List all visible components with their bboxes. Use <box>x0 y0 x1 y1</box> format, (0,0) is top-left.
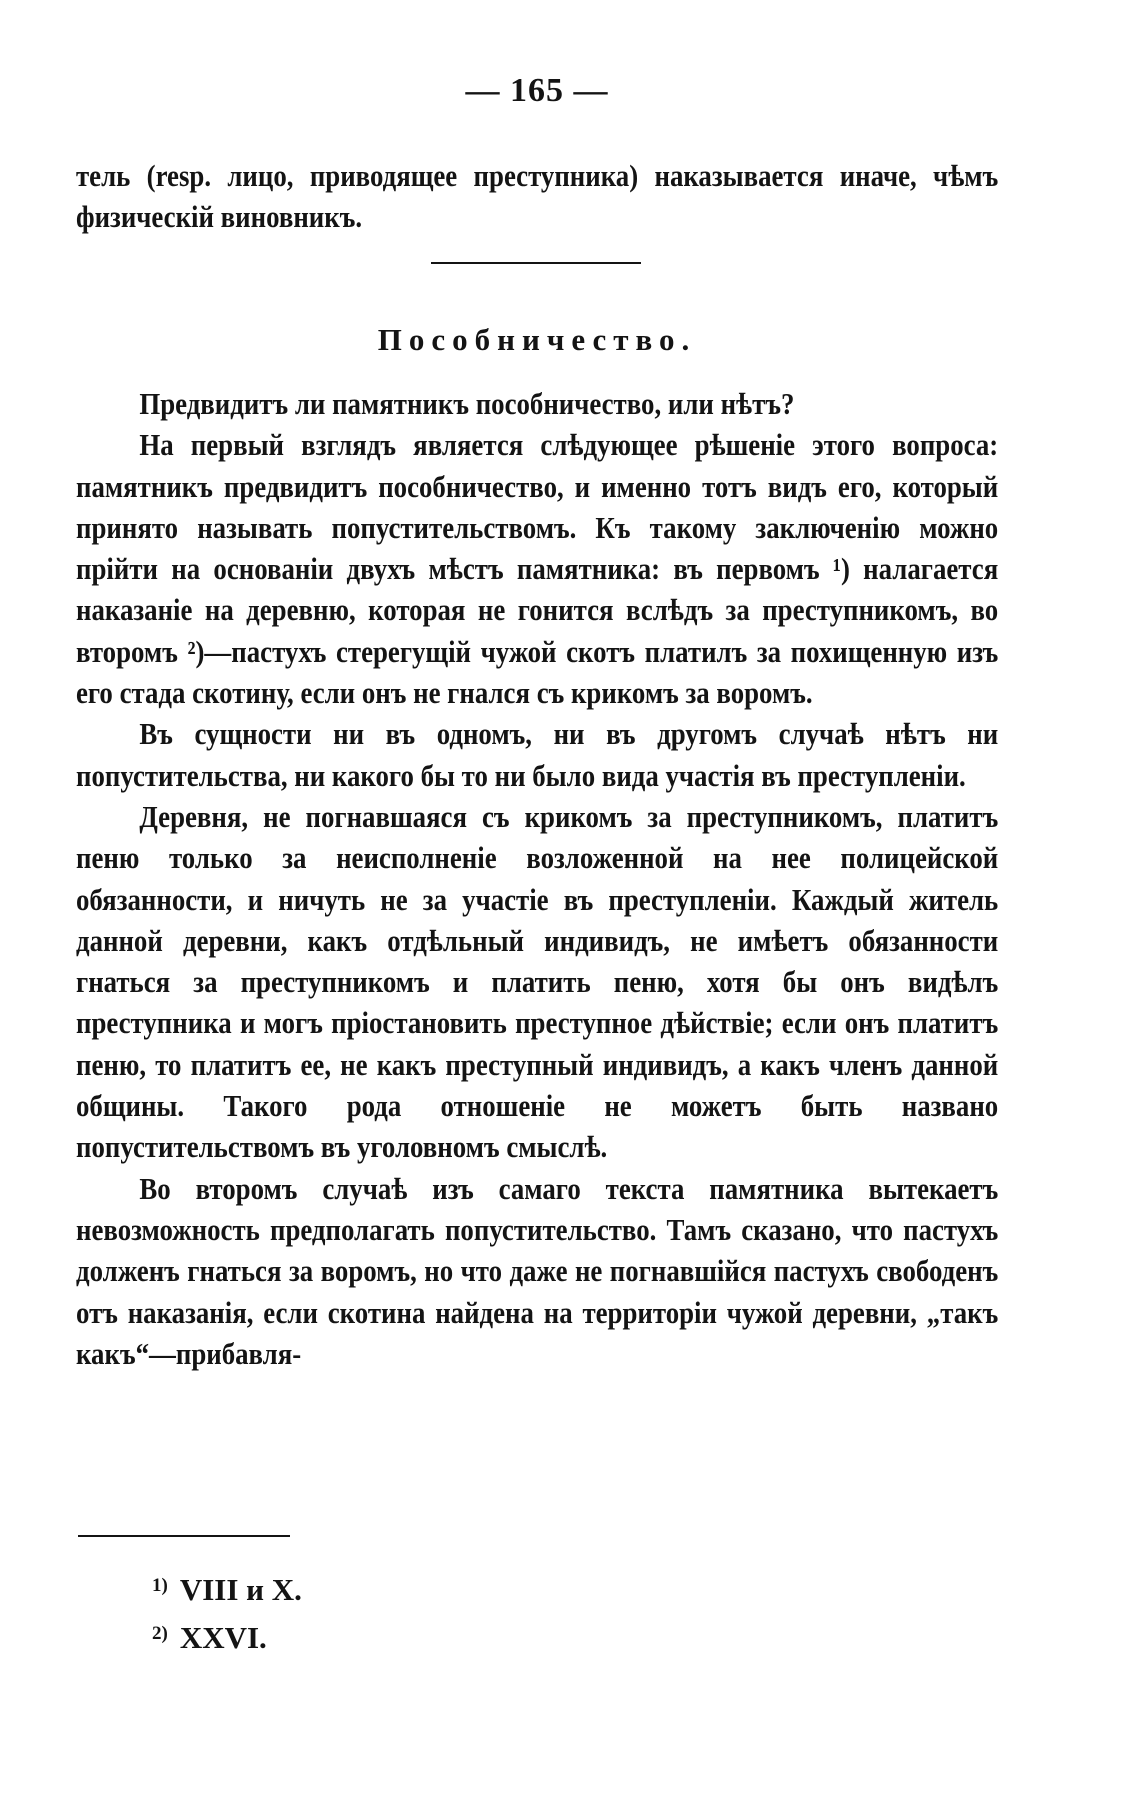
paragraph-second-case: Во второмъ случаѣ изъ самаго текста памятника вытекаетъ невозможность предполагать попустительство. Тамъ сказано, что пастухъ долженъ гнаться за воромъ, но что даже не погнавшійся пастухъ свободенъ отъ наказанія, если скотина найдена на территоріи чужой деревни, „такъ какъ“—прибавля- <box>76 1171 999 1371</box>
continuation-block <box>76 156 1124 239</box>
footnote-item <box>152 1564 302 1612</box>
paragraph-question: Предвидитъ ли памятникъ пособничество, или нѣтъ? <box>139 387 795 421</box>
continuation-paragraph: тель (resp. лицо, приводящее преступника) наказывается иначе, чѣмъ физическій виновникъ. <box>76 159 999 235</box>
page-number: — 165 — <box>465 72 609 109</box>
paragraph-village: Деревня, не погнавшаяся съ крикомъ за преступникомъ, платитъ пеню только за неисполненіе возложенной на нее полицейской обязанности, и ничуть не за участіе въ преступленіи. Каждый житель данной деревни, какъ отдѣльный индивидъ, не имѣетъ обязанности гнаться за преступникомъ и платить пеню, хотя бы онъ видѣлъ преступника и могъ пріостановить преступное дѣйствіе; если онъ платитъ пеню, то платитъ ее, не какъ преступный индивидъ, а какъ членъ данной общины. Такого рода отношеніе не можетъ быть названо попустительствомъ въ уголовномъ смыслѣ. <box>76 799 999 1165</box>
section-divider <box>431 262 641 264</box>
paragraph-first-view: На первый взглядъ является слѣдующее рѣшеніе этого вопроса: памятникъ предвидитъ пособничество, и именно тотъ видъ его, который принято называть попустительствомъ. Къ такому заключенію можно прійти на основаніи двухъ мѣстъ памятника: въ первомъ ¹) налагается наказаніе на деревню, которая не гонится вслѣдъ за преступникомъ, во второмъ ²)—пастухъ стерегущій чужой скотъ платилъ за похищенную изъ его стада скотину, если онъ не гнался съ крикомъ за воромъ. <box>76 428 999 711</box>
footnote-mark: 1) <box>152 1575 168 1596</box>
body-text <box>76 384 1124 1375</box>
footnote-mark: 2) <box>152 1623 168 1644</box>
footnotes <box>152 1564 302 1660</box>
paragraph-essence: Въ сущности ни въ одномъ, ни въ другомъ случаѣ нѣтъ ни попустительства, ни какого бы то ни было вида участія въ преступленіи. <box>76 717 999 793</box>
footnote-text: XXVI. <box>179 1620 267 1655</box>
footnote-divider <box>78 1535 290 1537</box>
footnote-item <box>152 1612 302 1660</box>
footnote-text: VIII и X. <box>179 1572 302 1607</box>
book-page <box>76 0 998 1816</box>
section-heading: Пособничество. <box>377 322 697 357</box>
